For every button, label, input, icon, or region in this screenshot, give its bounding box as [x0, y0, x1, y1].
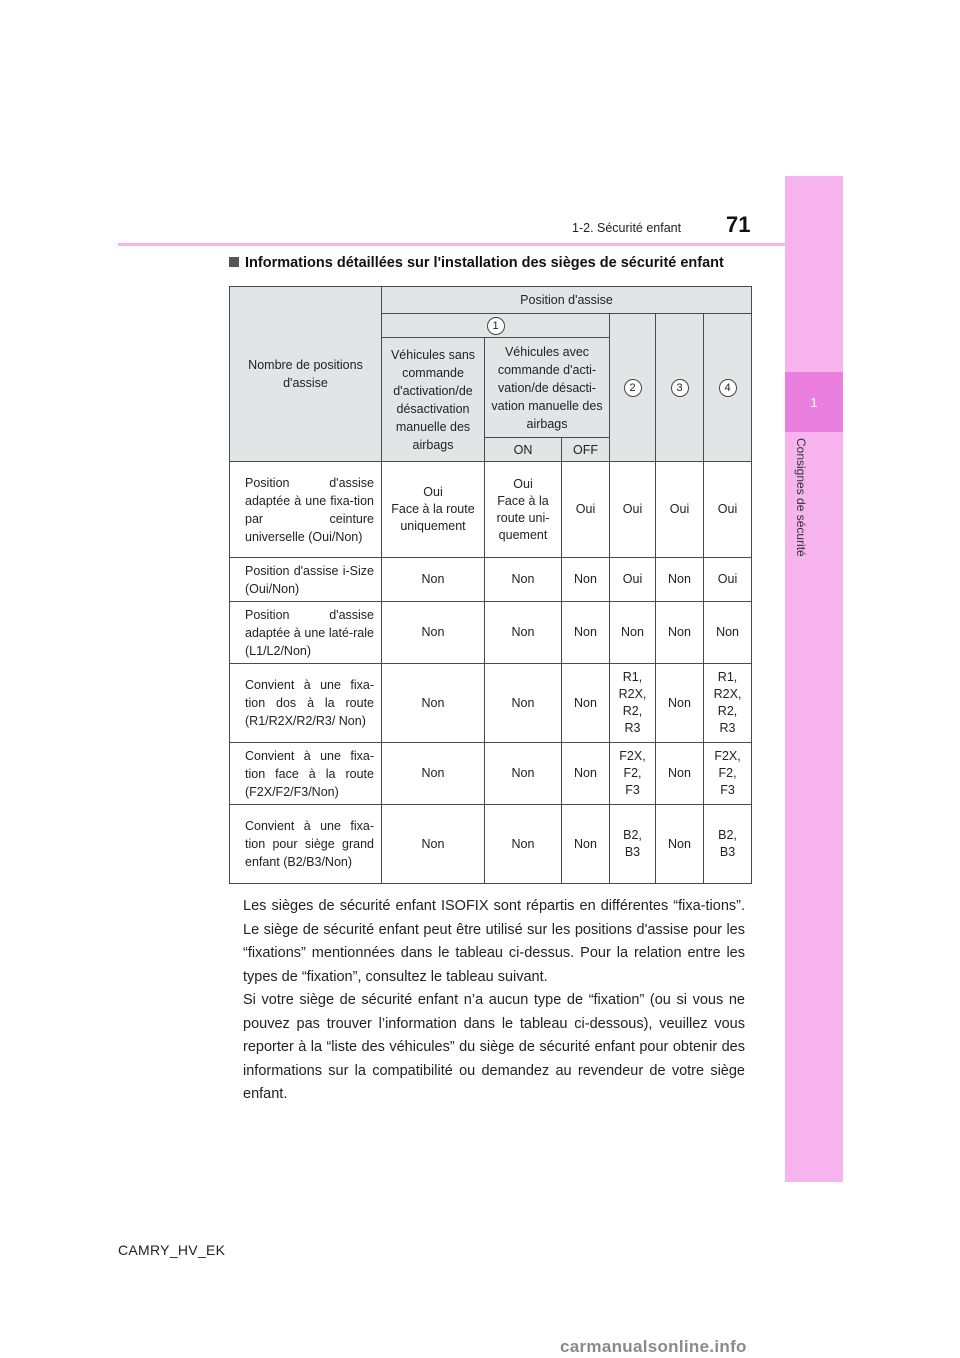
seat-position-table — [229, 286, 752, 884]
table-cell: Oui — [562, 462, 610, 558]
table-cell: Non — [382, 743, 485, 805]
table-cell: Non — [704, 602, 752, 664]
position-3-icon: 3 — [671, 379, 689, 397]
header-position-2 — [610, 314, 656, 462]
square-bullet-icon — [229, 257, 239, 267]
table-row — [230, 664, 752, 743]
row-label: Convient à une fixa-tion face à la route (F2X/F2/F3/Non) — [230, 743, 382, 805]
table-cell: Non — [562, 805, 610, 884]
cell-value: Oui Face à la route uni-quement — [496, 476, 550, 542]
table-cell: Non — [485, 558, 562, 602]
table-cell — [485, 462, 562, 558]
table-cell: Oui — [610, 558, 656, 602]
table-cell: F2X, F2, F3 — [610, 743, 656, 805]
cell-value: Oui Face à la route uniquement — [391, 485, 475, 533]
table-row — [230, 558, 752, 602]
section-heading — [229, 255, 724, 271]
chapter-label: Consignes de sécurité — [794, 438, 808, 557]
footer-code: CAMRY_HV_EK — [118, 1242, 226, 1258]
table-row — [230, 602, 752, 664]
header-position-1 — [382, 314, 610, 338]
table-cell: B2, B3 — [704, 805, 752, 884]
table-cell: Non — [610, 602, 656, 664]
heading-text: Informations détaillées sur l'installation des sièges de sécurité enfant — [245, 255, 724, 271]
position-4-icon: 4 — [719, 379, 737, 397]
header-seating-position: Position d'assise — [382, 287, 752, 314]
header-on: ON — [485, 438, 562, 462]
watermark: carmanualsonline.info — [560, 1337, 747, 1356]
table-cell: Non — [656, 664, 704, 743]
position-2-icon: 2 — [624, 379, 642, 397]
table-cell: Non — [382, 805, 485, 884]
paragraph: Si votre siège de sécurité enfant n’a aucun type de “fixation” (ou si vous ne pouvez pas trouver l’information dans le tableau ci-dessous), veuillez vous reporter à la “liste des véhicules” du siège de sécurité enfant pour obtenir des informations sur la compatibilité ou demandez au revendeur de votre siège enfant. — [243, 992, 745, 1102]
table-cell: Non — [485, 805, 562, 884]
table-row — [230, 462, 752, 558]
table-cell: Non — [485, 743, 562, 805]
table-cell — [382, 462, 485, 558]
table-cell: Non — [382, 602, 485, 664]
table-row — [230, 805, 752, 884]
table-cell: Non — [656, 743, 704, 805]
table-cell: F2X, F2, F3 — [704, 743, 752, 805]
header-position-3 — [656, 314, 704, 462]
table-cell: Oui — [656, 462, 704, 558]
row-label: Convient à une fixa-tion dos à la route (R1/R2X/R2/R3/ Non) — [230, 664, 382, 743]
table-cell: Non — [656, 558, 704, 602]
table-cell: Non — [562, 558, 610, 602]
table-cell: R1, R2X, R2, R3 — [610, 664, 656, 743]
paragraph: Les sièges de sécurité enfant ISOFIX sont répartis en différentes “fixa-tions”. Le siège de sécurité enfant peut être utilisé sur les positions d'assise pour les “fixations” mentionnées dans le tableau ci-dessus. Pour la relation entre les types de “fixation”, consultez le tableau suivant. — [243, 898, 745, 985]
row-label: Position d'assise adaptée à une laté-rale (L1/L2/Non) — [230, 602, 382, 664]
row-label: Position d'assise adaptée à une fixa-tion par ceinture universelle (Oui/Non) — [230, 462, 382, 558]
table-cell: Oui — [704, 462, 752, 558]
body-text — [243, 895, 745, 1107]
table-cell: R1, R2X, R2, R3 — [704, 664, 752, 743]
table-cell: B2, B3 — [610, 805, 656, 884]
table-cell: Non — [485, 602, 562, 664]
header-position-4 — [704, 314, 752, 462]
row-label: Position d'assise i-Size (Oui/Non) — [230, 558, 382, 602]
section-title: 1-2. Sécurité enfant — [572, 221, 682, 235]
chapter-side-tab — [785, 176, 843, 1182]
page-number: 71 — [726, 212, 751, 237]
table-cell: Non — [382, 664, 485, 743]
table-cell: Oui — [704, 558, 752, 602]
table-cell: Non — [656, 602, 704, 664]
table-cell: Non — [656, 805, 704, 884]
table-cell: Non — [562, 664, 610, 743]
header-seating-count: Nombre de positions d'assise — [230, 287, 382, 462]
header-off: OFF — [562, 438, 610, 462]
header-divider — [118, 243, 843, 246]
table-cell: Non — [562, 602, 610, 664]
row-label: Convient à une fixa-tion pour siège grand enfant (B2/B3/Non) — [230, 805, 382, 884]
table-cell: Non — [382, 558, 485, 602]
header-without-switch: Véhicules sans commande d'activation/de désactivation manuelle des airbags — [382, 338, 485, 462]
table-cell: Non — [562, 743, 610, 805]
header-with-switch: Véhicules avec commande d'acti-vation/de désacti-vation manuelle des airbags — [485, 338, 610, 438]
table-cell: Non — [485, 664, 562, 743]
table-cell: Oui — [610, 462, 656, 558]
table-row — [230, 743, 752, 805]
chapter-number: 1 — [785, 372, 843, 432]
position-1-icon: 1 — [487, 317, 505, 335]
